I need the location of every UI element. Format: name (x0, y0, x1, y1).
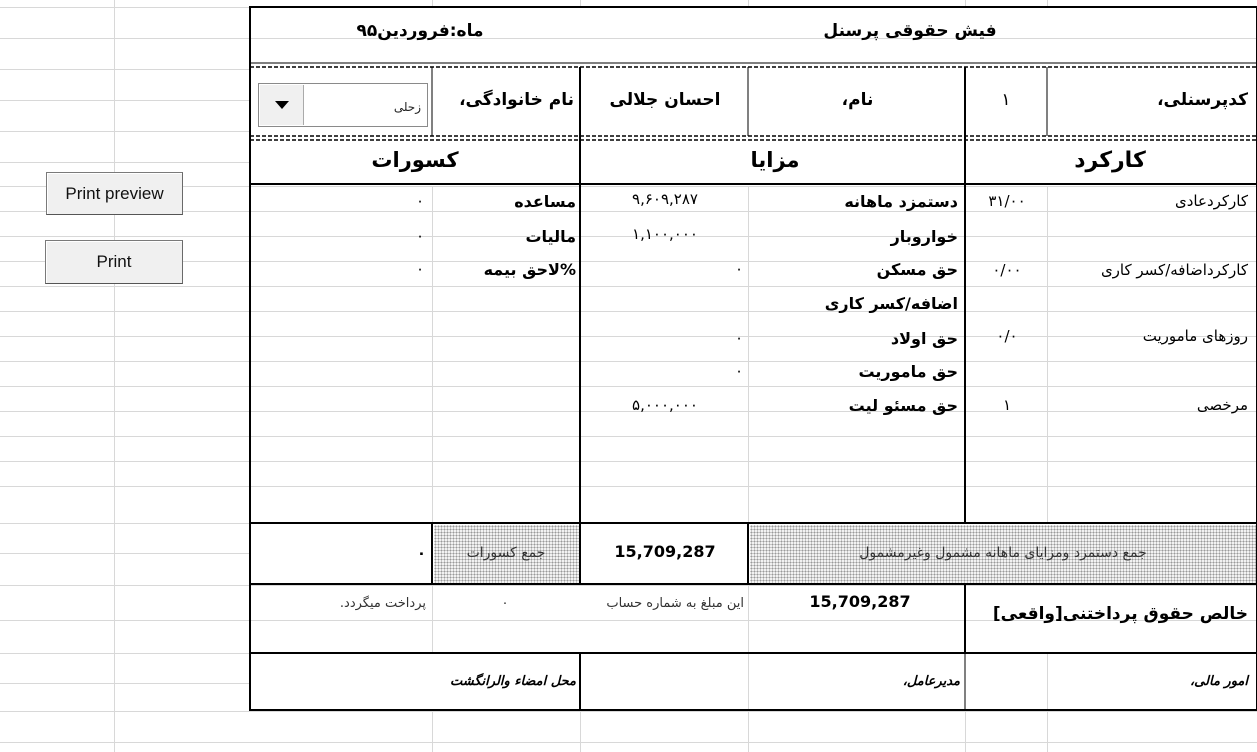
deduction-value-insurance: ۰ (415, 260, 425, 278)
work-value-regular: ۳۱/۰۰ (988, 192, 1026, 210)
work-label-leave: مرخصی (1196, 396, 1248, 414)
benefit-label-groceries: خواروبار (890, 227, 958, 246)
work-label-regular: کارکردعادی (1175, 192, 1248, 210)
family-name-label: نام خانوادگی، (459, 90, 574, 110)
benefit-value-mission: ۰ (734, 362, 744, 380)
name-label: نام، (841, 90, 874, 110)
benefit-label-overtime: اضافه/کسر کاری (824, 294, 958, 313)
deduction-label-tax: مالیات (525, 227, 576, 246)
dropdown-button[interactable] (260, 85, 304, 125)
benefit-value-groceries: ۱,۱۰۰,۰۰۰ (632, 225, 698, 243)
account-text: این مبلغ به شماره حساب (606, 596, 744, 611)
benefit-label-mission: حق ماموریت (858, 362, 958, 381)
benefit-value-housing: ۰ (734, 260, 744, 278)
section-deductions: کسورات (371, 148, 459, 172)
benefit-label-children: حق اولاد (890, 329, 958, 348)
finance-signature: امور مالی، (1189, 674, 1248, 689)
ceo-signature: مدیرعامل، (902, 674, 960, 689)
benefits-total-label: جمع دستمزد ومزایای ماهانه مشمول وغیرمشمول (859, 545, 1147, 561)
deduction-value-tax: ۰ (415, 227, 425, 245)
work-value-leave: ۱ (1002, 396, 1012, 414)
benefit-label-housing: حق مسکن (876, 260, 958, 279)
benefit-label-responsibility: حق مسئو لیت (848, 396, 958, 415)
work-value-mission: ۰/۰ (996, 327, 1018, 345)
deductions-total-label: جمع کسورات (466, 545, 546, 561)
net-pay-label: خالص حقوق پرداختنی[واقعی] (992, 604, 1248, 624)
name-value: احسان جلالی (609, 90, 721, 110)
benefits-total-value: 15,709,287 (614, 542, 716, 561)
print-preview-button[interactable]: Print preview (46, 172, 183, 215)
page-title: فیش حقوقی پرسنل (823, 21, 997, 41)
benefit-value-wage: ۹,۶۰۹,۲۸۷ (632, 190, 698, 208)
deduction-label-advance: مساعده (514, 192, 576, 211)
dropdown-arrow-icon (260, 85, 304, 125)
deductions-total-value: ۰ (416, 544, 426, 562)
work-value-overtime: ۰/۰۰ (992, 261, 1022, 279)
net-pay-value: 15,709,287 (809, 592, 911, 611)
month-label: ماه:فروردین۹۵ (356, 21, 484, 41)
work-label-overtime: کارکرداضافه/کسر کاری (1100, 261, 1248, 279)
work-label-mission: روزهای ماموریت (1142, 327, 1248, 345)
personnel-code-value: ۱ (1001, 90, 1011, 110)
family-name-value: زحلی (393, 100, 421, 114)
stamp-area: محل امضاء والرانگشت (450, 674, 576, 689)
section-benefits: مزایا (750, 148, 800, 172)
section-work: کارکرد (1074, 148, 1146, 173)
benefit-value-children: ۰ (734, 329, 744, 347)
deduction-label-insurance: %لاحق بیمه (483, 260, 576, 279)
paid-text: پرداخت میگردد. (339, 596, 426, 611)
print-button[interactable]: Print (45, 240, 183, 284)
deduction-value-advance: ۰ (415, 192, 425, 210)
account-value: ۰ (501, 596, 509, 611)
family-name-select[interactable] (258, 83, 428, 127)
personnel-code-label: کدپرسنلی، (1157, 90, 1248, 110)
benefit-value-responsibility: ۵,۰۰۰,۰۰۰ (632, 396, 698, 414)
benefit-label-wage: دستمزد ماهانه (844, 192, 958, 211)
